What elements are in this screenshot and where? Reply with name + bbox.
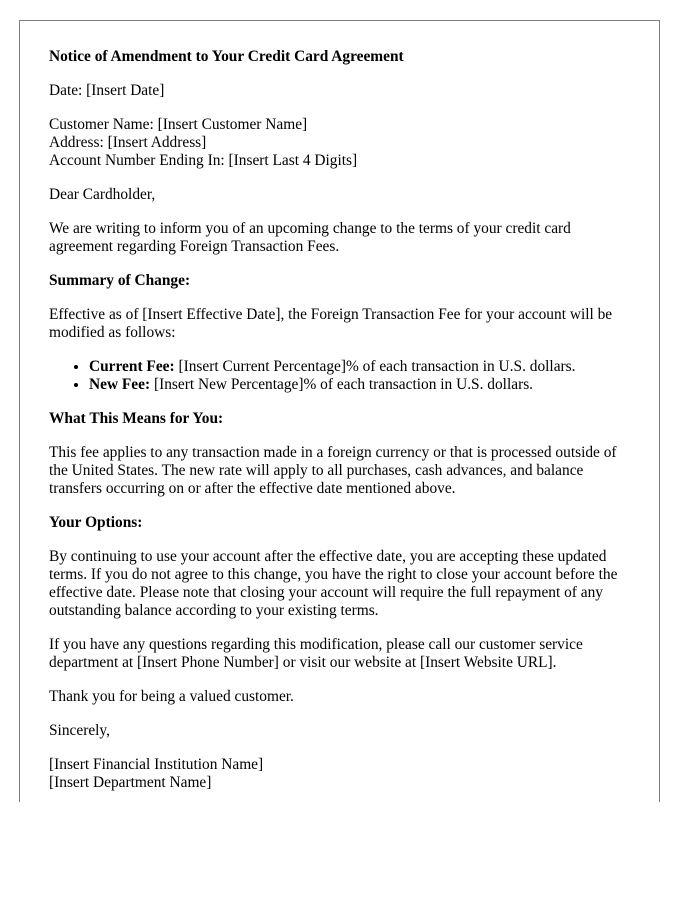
intro-paragraph: We are writing to inform you of an upcoming change to the terms of your credit card agreement regarding Foreign Transaction Fees. (49, 220, 571, 255)
questions-paragraph: If you have any questions regarding this modification, please call our customer service department at [Insert Phone Number] or visit our website at [Insert Website URL]. (49, 636, 583, 671)
options-heading: Your Options: (49, 514, 143, 531)
letter-page (19, 20, 660, 802)
department-line: [Insert Department Name] (49, 774, 212, 791)
new-fee-text: [Insert New Percentage]% of each transaction in U.S. dollars. (150, 376, 534, 393)
fee-list (49, 358, 634, 394)
options-paragraph: By continuing to use your account after the effective date, you are accepting these updated terms. If you do not agree to this change, you have the right to close your account before the effective date. Please note that closing your account will require the full repayment of any outstanding balance according to your existing terms. (49, 548, 618, 619)
institution-line: [Insert Financial Institution Name] (49, 756, 264, 773)
new-fee-label: New Fee: (89, 376, 151, 393)
recipient-block (49, 116, 634, 170)
current-fee-label: Current Fee: (89, 358, 175, 375)
means-paragraph: This fee applies to any transaction made in a foreign currency or that is processed outside of the United States. The new rate will apply to all purchases, cash advances, and balance transfers occurring on or after the effective date mentioned above. (49, 444, 617, 497)
customer-name-line: Customer Name: [Insert Customer Name] (49, 116, 308, 133)
current-fee-text: [Insert Current Percentage]% of each transaction in U.S. dollars. (174, 358, 576, 375)
summary-paragraph: Effective as of [Insert Effective Date], the Foreign Transaction Fee for your account will be modified as follows: (49, 306, 613, 341)
signature-block (49, 756, 634, 792)
date-line: Date: [Insert Date] (49, 82, 165, 99)
fee-item-current (89, 358, 634, 376)
fee-item-new (89, 376, 634, 394)
means-heading: What This Means for You: (49, 410, 224, 427)
letter-title: Notice of Amendment to Your Credit Card Agreement (49, 48, 404, 65)
thanks-line: Thank you for being a valued customer. (49, 688, 294, 705)
summary-heading: Summary of Change: (49, 272, 191, 289)
closing-line: Sincerely, (49, 722, 110, 739)
account-number-line: Account Number Ending In: [Insert Last 4 Digits] (49, 152, 358, 169)
letter-content (49, 48, 634, 808)
address-line: Address: [Insert Address] (49, 134, 207, 151)
salutation: Dear Cardholder, (49, 186, 156, 203)
